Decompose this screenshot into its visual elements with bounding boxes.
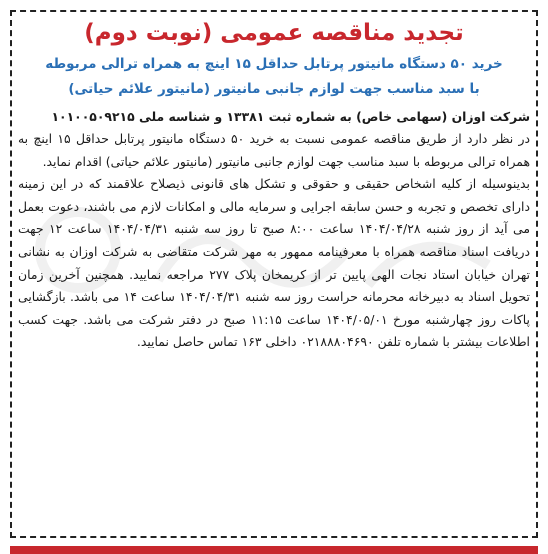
notice-content bbox=[18, 16, 530, 354]
notice-subtitle-line-1: خرید ۵۰ دستگاه مانیتور پرتابل حداقل ۱۵ اینچ به همراه ترالی مربوطه bbox=[45, 56, 503, 72]
company-registration-line: شرکت اوزان (سهامی خاص) به شماره ثبت ۱۳۳۸۱ و شناسه ملی ۱۰۱۰۰۵۰۹۲۱۵ bbox=[51, 109, 530, 124]
notice-subtitle-line-2: با سبد مناسب جهت لوازم جانبی مانیتور (مانیتور علائم حیاتی) bbox=[68, 81, 480, 97]
notice-title: تجدید مناقصه عمومی (نوبت دوم) bbox=[84, 20, 464, 46]
bottom-color-bar bbox=[10, 546, 538, 554]
invitation-paragraph: بدینوسیله از کلیه اشخاص حقیقی و حقوقی و تشکل های قانونی ذیصلاح علاقمند که در این زمینه دارای تخصص و تجربه و حسن سابقه اجرایی و سرمایه مالی و امکانات لازم می باشند، دعوت بعمل می آید از روز شنبه ۱۴۰۴/۰۴/۲۸ ساعت ۸:۰۰ صبح تا روز سه شنبه ۱۴۰۴/۰۴/۳۱ ساعت ۱۲ جهت دریافت اسناد مناقصه همراه با معرفینامه ممهور به مهر شرکت متقاضی به شرکت اوزان به نشانی تهران خیابان استاد نجات الهی پایین تر از کریمخان پلاک ۲۷۷ مراجعه نمایید. همچنین آخرین زمان تحویل اسناد به دبیرخانه محرمانه حراست روز سه شنبه ۱۴۰۴/۰۴/۳۱ ساعت ۱۴ می باشد. بازگشایی پاکات روز چهارشنبه مورخ ۱۴۰۴/۰۵/۰۱ ساعت ۱۱:۱۵ صبح در دفتر شرکت می باشد. جهت کسب اطلاعات بیشتر با شماره تلفن ۰۲۱۸۸۸۰۴۶۹۰ داخلی ۱۶۳ تماس حاصل نمایید. bbox=[18, 176, 530, 350]
purchase-intent-paragraph: در نظر دارد از طریق مناقصه عمومی نسبت به خرید ۵۰ دستگاه مانیتور پرتابل حداقل ۱۵ اینچ به همراه ترالی مربوطه با سبد مناسب جهت لوازم جانبی مانیتور (مانیتور علائم حیاتی) اقدام نماید. bbox=[18, 131, 530, 169]
